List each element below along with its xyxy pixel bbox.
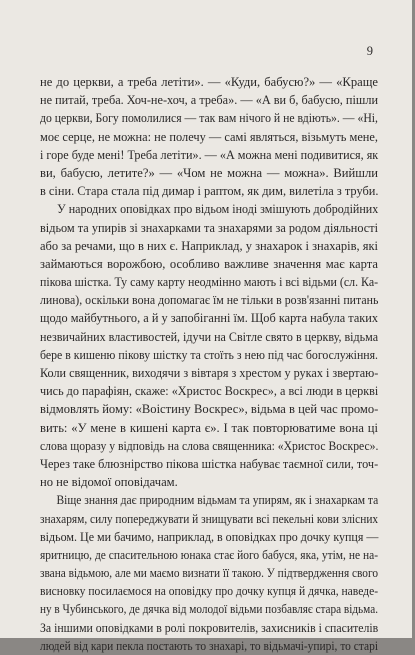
text-line: або за речами, що в них є. Наприклад, у знахарок і знахарів, які — [40, 238, 378, 253]
text-line: людей від кари пекла постають то знахарі, то відьмачі-упирі, то старі — [40, 638, 378, 653]
text-line: пікова шістка. Ту саму карту неодмінно мають і всі відьми (сл. Ка- — [40, 275, 379, 290]
text-line: висновку посилаємося на оповідку про дочку купця й дячка, наведе- — [40, 584, 379, 599]
paragraph — [40, 73, 378, 200]
text-line: незвичайних властивостей, ідучи на Світле свято в церкву, відьма — [40, 329, 379, 344]
text-line: бере в кишеню пікову шістку та стоїть з нею під час богослужіння. — [40, 347, 379, 362]
text-line: займаються ворожбою, особливо важливе значення має карта — [40, 256, 378, 271]
body-text — [40, 73, 378, 655]
text-line: ну в Чубинського, де дячка від молодої відьми позбавляє стара відьма. — [40, 602, 379, 617]
text-line: Віще знання дає природним відьмам та упирям, як і знахаркам та — [56, 493, 379, 508]
text-line: відьом. Це ми бачимо, наприклад, в оповідках про дочку купця — — [40, 529, 379, 544]
text-line: чись до парафіян, скаже: «Христос Воскрес», а всі люди в церкві — [40, 384, 379, 399]
text-line: відьом та упирів зі знахарками та знахарями за родом діяльності — [40, 220, 379, 235]
text-line: в сіни. Стара стала під димар і раптом, як дим, вилетіла з труби. — [40, 184, 379, 199]
text-line: Коли священник, виходячи з вівтаря з хрестом у руках і звертаю- — [40, 366, 379, 380]
paragraph — [40, 200, 378, 491]
text-line: слова щоразу у відповідь на слова священника: «Христос Воскрес». — [40, 438, 379, 453]
text-line: моє серце, не можна: не полечу — самі являться, візьмуть мене, — [40, 129, 379, 144]
text-line: У народних оповідках про відьом іноді змішують добродійних — [57, 202, 379, 217]
text-line: до церкви, Богу помолилися — так вам нічого й не вдіють». — «Ні, — [40, 111, 378, 126]
text-line: За іншими оповідками в ролі покровителів, захисників і спасителів — [40, 620, 379, 635]
text-line: яритницю, де спасительною юнака стає його бабуся, яка, утім, не на- — [40, 547, 379, 562]
text-line: відмовлять йому: «Воістину Воскрес», відьма в цей час промо- — [40, 402, 379, 417]
text-line: не питай, треба. Хоч-не-хоч, а треба». — «А ви б, бабусю, пішли — [40, 93, 379, 108]
text-line: ви, бабусю, летите?» — «Чом не можна — можна». Вийшли — [40, 165, 378, 180]
text-line: Через таке блюзнірство пікова шістка набуває таємної сили, точ- — [40, 456, 379, 471]
paragraph — [40, 491, 378, 655]
page-number: 9 — [366, 44, 373, 58]
text-line: і горе буде мені! Треба летіти». — «А можна мені подивитися, як — [40, 147, 379, 162]
text-line: вить: «У мене в кишені карта є». І так повторюватиме вона ці — [40, 420, 378, 435]
text-line: щодо майбутнього, а й у запобіганні їм. Щоб карта набула таких — [40, 311, 379, 326]
text-line: звана відьмою, але ми маємо визнати її такою. У підтвердження свого — [40, 566, 378, 581]
text-line: не до церкви, а треба летіти». — «Куди, бабусю?» — «Краще — [40, 75, 378, 89]
text-line: но не відомої оповідачам. — [40, 475, 178, 490]
text-line: линова), оскільки вона допомагає їм не тільки в розв'язанні питань — [40, 293, 379, 308]
text-line: знахарям, силу попереджувати й знищувати всі пекельні кови злісних — [40, 511, 379, 526]
